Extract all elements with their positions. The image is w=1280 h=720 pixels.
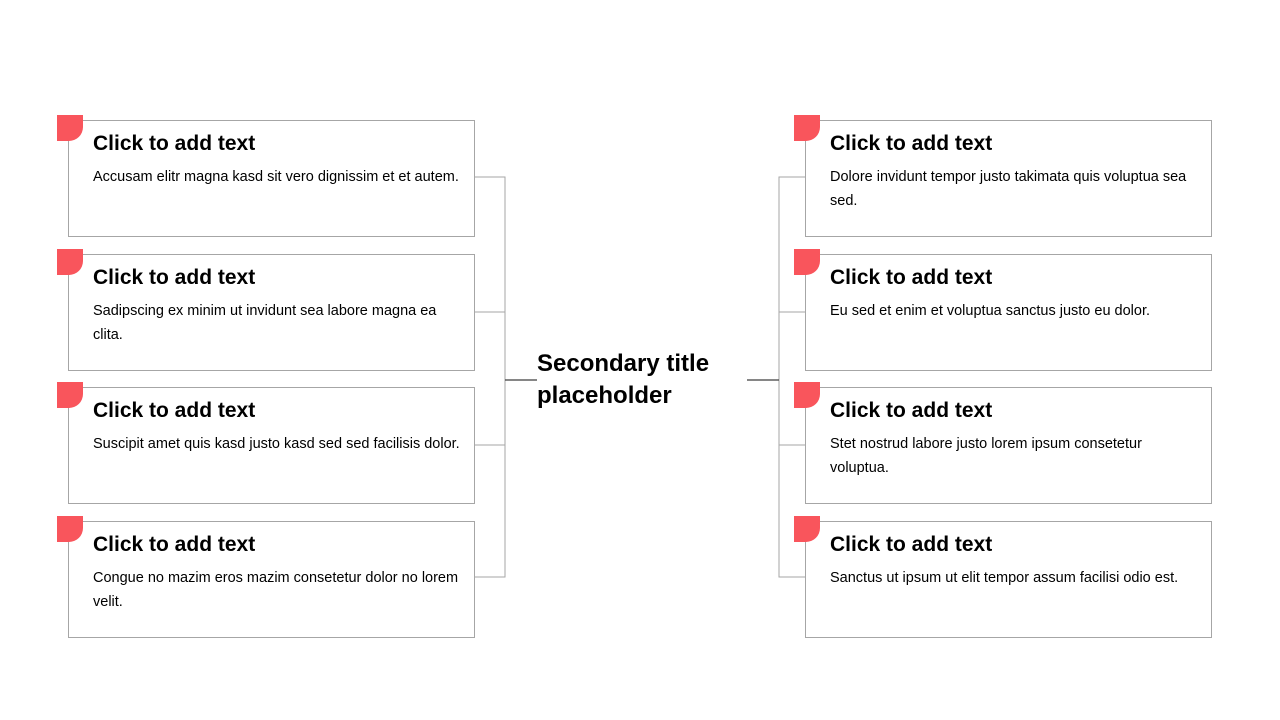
card-body: Suscipit amet quis kasd justo kasd sed sed facilisis dolor. xyxy=(93,436,460,453)
card-title: Click to add text xyxy=(93,399,256,422)
right-card-1[interactable] xyxy=(805,120,1212,237)
corner-accent-icon xyxy=(794,382,820,408)
center-title-text: Secondary title placeholder xyxy=(537,350,710,410)
card-body: Stet nostrud labore justo lorem ipsum consetetur voluptua. xyxy=(830,436,1142,477)
card-title: Click to add text xyxy=(830,533,993,556)
right-card-2[interactable] xyxy=(805,254,1212,371)
card-body: Sadipscing ex minim ut invidunt sea labore magna ea clita. xyxy=(93,303,437,344)
corner-accent-icon xyxy=(794,249,820,275)
card-body: Sanctus ut ipsum ut elit tempor assum facilisi odio est. xyxy=(830,570,1179,587)
corner-accent-icon xyxy=(57,516,83,542)
center-title[interactable] xyxy=(537,348,747,413)
left-card-2[interactable] xyxy=(68,254,475,371)
card-body: Eu sed et enim et voluptua sanctus justo eu dolor. xyxy=(830,303,1151,320)
corner-accent-icon xyxy=(794,516,820,542)
card-title: Click to add text xyxy=(93,533,256,556)
corner-accent-icon xyxy=(57,382,83,408)
card-title: Click to add text xyxy=(830,399,993,422)
card-title: Click to add text xyxy=(93,132,256,155)
card-title: Click to add text xyxy=(93,266,256,289)
right-card-4[interactable] xyxy=(805,521,1212,638)
left-card-1[interactable] xyxy=(68,120,475,237)
left-card-4[interactable] xyxy=(68,521,475,638)
corner-accent-icon xyxy=(57,115,83,141)
corner-accent-icon xyxy=(794,115,820,141)
card-body: Accusam elitr magna kasd sit vero dignissim et et autem. xyxy=(93,169,459,186)
right-card-3[interactable] xyxy=(805,387,1212,504)
card-body: Congue no mazim eros mazim consetetur dolor no lorem velit. xyxy=(93,570,459,611)
left-card-3[interactable] xyxy=(68,387,475,504)
card-title: Click to add text xyxy=(830,132,993,155)
card-body: Dolore invidunt tempor justo takimata quis voluptua sea sed. xyxy=(830,169,1187,210)
corner-accent-icon xyxy=(57,249,83,275)
card-title: Click to add text xyxy=(830,266,993,289)
